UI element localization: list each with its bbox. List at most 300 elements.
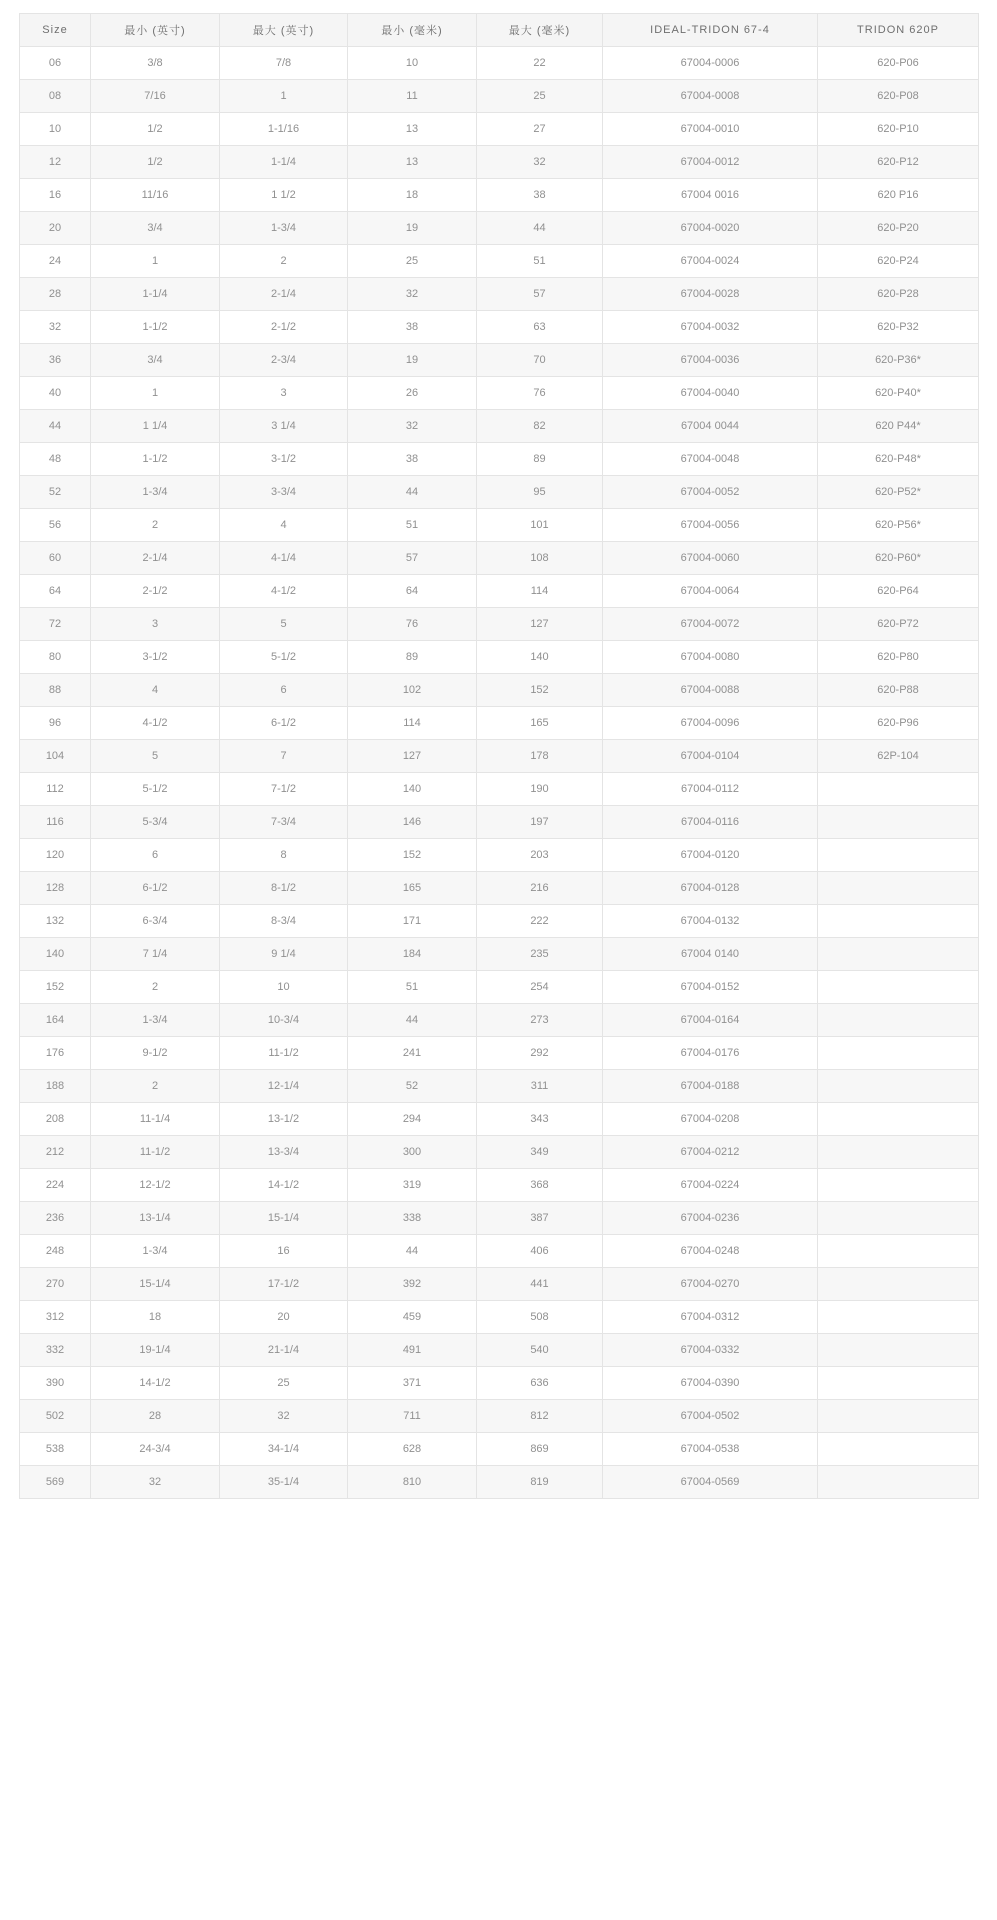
cell-min_mm: 241: [348, 1037, 477, 1070]
cell-min_mm: 38: [348, 311, 477, 344]
cell-tridon: 620-P06: [818, 47, 979, 80]
cell-ideal: 67004-0152: [603, 971, 818, 1004]
table-row-size-80: [20, 641, 979, 674]
table-row-size-502: [20, 1400, 979, 1433]
table-row-size-236: [20, 1202, 979, 1235]
cell-max_in: 6: [220, 674, 348, 707]
cell-tridon: [818, 1169, 979, 1202]
cell-tridon: 620-P56*: [818, 509, 979, 542]
table-row-size-224: [20, 1169, 979, 1202]
cell-ideal: 67004-0060: [603, 542, 818, 575]
cell-size: 06: [20, 47, 91, 80]
table-row-size-28: [20, 278, 979, 311]
cell-max_mm: 197: [477, 806, 603, 839]
cell-max_mm: 165: [477, 707, 603, 740]
table-row-size-48: [20, 443, 979, 476]
cell-min_mm: 76: [348, 608, 477, 641]
cell-ideal: 67004-0088: [603, 674, 818, 707]
column-header-max_in: 最大 (英寸): [220, 14, 348, 47]
cell-tridon: [818, 1301, 979, 1334]
cell-size: 502: [20, 1400, 91, 1433]
cell-tridon: [818, 872, 979, 905]
cell-max_mm: 636: [477, 1367, 603, 1400]
cell-min_in: 3/4: [91, 212, 220, 245]
cell-max_in: 16: [220, 1235, 348, 1268]
cell-max_in: 1-3/4: [220, 212, 348, 245]
cell-tridon: [818, 1433, 979, 1466]
table-row-size-538: [20, 1433, 979, 1466]
cell-max_mm: 82: [477, 410, 603, 443]
cell-ideal: 67004-0052: [603, 476, 818, 509]
cell-max_in: 13-3/4: [220, 1136, 348, 1169]
cell-min_mm: 44: [348, 1235, 477, 1268]
cell-tridon: [818, 1136, 979, 1169]
cell-tridon: 620-P20: [818, 212, 979, 245]
cell-min_mm: 19: [348, 344, 477, 377]
cell-tridon: [818, 1367, 979, 1400]
cell-max_in: 3 1/4: [220, 410, 348, 443]
cell-size: 16: [20, 179, 91, 212]
cell-size: 36: [20, 344, 91, 377]
cell-size: 32: [20, 311, 91, 344]
table-row-size-32: [20, 311, 979, 344]
cell-min_in: 4-1/2: [91, 707, 220, 740]
cell-max_in: 14-1/2: [220, 1169, 348, 1202]
cell-min_mm: 459: [348, 1301, 477, 1334]
column-header-size: Size: [20, 14, 91, 47]
table-row-size-128: [20, 872, 979, 905]
table-row-size-36: [20, 344, 979, 377]
cell-min_in: 2: [91, 1070, 220, 1103]
cell-min_mm: 152: [348, 839, 477, 872]
cell-ideal: 67004 0016: [603, 179, 818, 212]
cell-min_in: 2-1/4: [91, 542, 220, 575]
cell-min_in: 2: [91, 971, 220, 1004]
cell-tridon: 620-P80: [818, 641, 979, 674]
cell-max_mm: 76: [477, 377, 603, 410]
cell-min_mm: 11: [348, 80, 477, 113]
cell-size: 164: [20, 1004, 91, 1037]
cell-max_in: 5-1/2: [220, 641, 348, 674]
cell-tridon: [818, 1235, 979, 1268]
cell-ideal: 67004-0010: [603, 113, 818, 146]
cell-tridon: 620-P72: [818, 608, 979, 641]
cell-min_in: 14-1/2: [91, 1367, 220, 1400]
cell-min_in: 6-3/4: [91, 905, 220, 938]
cell-ideal: 67004-0120: [603, 839, 818, 872]
cell-max_in: 1 1/2: [220, 179, 348, 212]
cell-min_in: 18: [91, 1301, 220, 1334]
cell-min_in: 5-3/4: [91, 806, 220, 839]
cell-max_in: 4-1/2: [220, 575, 348, 608]
cell-max_mm: 38: [477, 179, 603, 212]
cell-max_mm: 27: [477, 113, 603, 146]
cell-size: 96: [20, 707, 91, 740]
table-row-size-40: [20, 377, 979, 410]
cell-ideal: 67004-0164: [603, 1004, 818, 1037]
table-header: [20, 14, 979, 47]
cell-min_mm: 52: [348, 1070, 477, 1103]
table-row-size-140: [20, 938, 979, 971]
cell-max_in: 20: [220, 1301, 348, 1334]
cell-max_mm: 235: [477, 938, 603, 971]
cell-max_mm: 140: [477, 641, 603, 674]
cell-min_mm: 13: [348, 113, 477, 146]
cell-max_mm: 869: [477, 1433, 603, 1466]
cell-max_in: 34-1/4: [220, 1433, 348, 1466]
cell-ideal: 67004-0132: [603, 905, 818, 938]
cell-min_mm: 146: [348, 806, 477, 839]
cell-min_mm: 26: [348, 377, 477, 410]
cell-min_mm: 44: [348, 1004, 477, 1037]
cell-min_in: 3: [91, 608, 220, 641]
cell-ideal: 67004-0390: [603, 1367, 818, 1400]
cell-ideal: 67004-0048: [603, 443, 818, 476]
cell-ideal: 67004-0024: [603, 245, 818, 278]
cell-min_mm: 38: [348, 443, 477, 476]
cell-size: 132: [20, 905, 91, 938]
table-row-size-44: [20, 410, 979, 443]
cell-size: 64: [20, 575, 91, 608]
cell-size: 270: [20, 1268, 91, 1301]
cell-size: 569: [20, 1466, 91, 1499]
cell-ideal: 67004-0096: [603, 707, 818, 740]
cell-size: 212: [20, 1136, 91, 1169]
cell-tridon: 620-P64: [818, 575, 979, 608]
cell-max_mm: 311: [477, 1070, 603, 1103]
cell-ideal: 67004-0236: [603, 1202, 818, 1235]
cell-min_mm: 114: [348, 707, 477, 740]
cell-tridon: [818, 938, 979, 971]
cell-tridon: 620-P36*: [818, 344, 979, 377]
cell-ideal: 67004-0064: [603, 575, 818, 608]
cell-size: 128: [20, 872, 91, 905]
cell-tridon: [818, 1004, 979, 1037]
cell-min_in: 1: [91, 245, 220, 278]
cell-max_mm: 22: [477, 47, 603, 80]
cell-max_in: 32: [220, 1400, 348, 1433]
cell-min_mm: 13: [348, 146, 477, 179]
table-row-size-96: [20, 707, 979, 740]
cell-max_mm: 819: [477, 1466, 603, 1499]
table-row-size-188: [20, 1070, 979, 1103]
cell-max_mm: 178: [477, 740, 603, 773]
cell-max_mm: 349: [477, 1136, 603, 1169]
cell-ideal: 67004-0176: [603, 1037, 818, 1070]
cell-max_mm: 89: [477, 443, 603, 476]
column-header-ideal: IDEAL-TRIDON 67-4: [603, 14, 818, 47]
table-row-size-332: [20, 1334, 979, 1367]
cell-min_in: 5-1/2: [91, 773, 220, 806]
cell-min_in: 6: [91, 839, 220, 872]
cell-min_mm: 102: [348, 674, 477, 707]
cell-size: 120: [20, 839, 91, 872]
cell-max_mm: 812: [477, 1400, 603, 1433]
cell-max_in: 8-1/2: [220, 872, 348, 905]
cell-max_in: 2-1/2: [220, 311, 348, 344]
cell-ideal: 67004-0116: [603, 806, 818, 839]
cell-size: 176: [20, 1037, 91, 1070]
cell-size: 312: [20, 1301, 91, 1334]
cell-max_mm: 406: [477, 1235, 603, 1268]
cell-min_in: 1 1/4: [91, 410, 220, 443]
cell-min_in: 2-1/2: [91, 575, 220, 608]
cell-max_in: 10-3/4: [220, 1004, 348, 1037]
cell-min_in: 1-1/4: [91, 278, 220, 311]
clamp-size-spec-table: [19, 13, 979, 1499]
cell-min_mm: 810: [348, 1466, 477, 1499]
cell-size: 390: [20, 1367, 91, 1400]
table-row-size-132: [20, 905, 979, 938]
cell-max_mm: 368: [477, 1169, 603, 1202]
cell-ideal: 67004-0312: [603, 1301, 818, 1334]
cell-min_mm: 57: [348, 542, 477, 575]
cell-min_mm: 19: [348, 212, 477, 245]
cell-ideal: 67004-0569: [603, 1466, 818, 1499]
cell-ideal: 67004-0188: [603, 1070, 818, 1103]
cell-max_in: 4: [220, 509, 348, 542]
cell-tridon: [818, 971, 979, 1004]
cell-min_in: 1-3/4: [91, 1235, 220, 1268]
cell-tridon: [818, 1202, 979, 1235]
size-chart-table-wrap: [19, 13, 979, 1499]
cell-min_in: 1-1/2: [91, 311, 220, 344]
cell-max_mm: 70: [477, 344, 603, 377]
cell-min_in: 3/8: [91, 47, 220, 80]
cell-min_mm: 51: [348, 971, 477, 1004]
cell-size: 116: [20, 806, 91, 839]
cell-ideal: 67004-0072: [603, 608, 818, 641]
cell-size: 44: [20, 410, 91, 443]
cell-max_mm: 44: [477, 212, 603, 245]
cell-ideal: 67004-0056: [603, 509, 818, 542]
cell-min_mm: 18: [348, 179, 477, 212]
cell-tridon: [818, 1466, 979, 1499]
cell-min_mm: 44: [348, 476, 477, 509]
cell-size: 28: [20, 278, 91, 311]
cell-ideal: 67004-0248: [603, 1235, 818, 1268]
cell-min_in: 15-1/4: [91, 1268, 220, 1301]
cell-tridon: [818, 806, 979, 839]
cell-max_in: 6-1/2: [220, 707, 348, 740]
table-row-size-212: [20, 1136, 979, 1169]
cell-max_mm: 203: [477, 839, 603, 872]
cell-max_mm: 508: [477, 1301, 603, 1334]
cell-max_mm: 25: [477, 80, 603, 113]
cell-min_mm: 294: [348, 1103, 477, 1136]
cell-min_in: 1-3/4: [91, 1004, 220, 1037]
cell-max_mm: 95: [477, 476, 603, 509]
cell-min_in: 3-1/2: [91, 641, 220, 674]
cell-size: 40: [20, 377, 91, 410]
cell-tridon: 620 P44*: [818, 410, 979, 443]
table-row-size-208: [20, 1103, 979, 1136]
cell-min_mm: 25: [348, 245, 477, 278]
cell-tridon: 620-P60*: [818, 542, 979, 575]
cell-max_mm: 101: [477, 509, 603, 542]
cell-max_in: 11-1/2: [220, 1037, 348, 1070]
column-header-tridon: TRIDON 620P: [818, 14, 979, 47]
cell-max_mm: 540: [477, 1334, 603, 1367]
column-header-min_in: 最小 (英寸): [91, 14, 220, 47]
cell-ideal: 67004-0040: [603, 377, 818, 410]
cell-tridon: [818, 1400, 979, 1433]
cell-tridon: 620-P48*: [818, 443, 979, 476]
cell-tridon: 620-P28: [818, 278, 979, 311]
cell-tridon: 620-P88: [818, 674, 979, 707]
cell-ideal: 67004-0502: [603, 1400, 818, 1433]
cell-size: 248: [20, 1235, 91, 1268]
table-row-size-06: [20, 47, 979, 80]
cell-max_in: 3: [220, 377, 348, 410]
cell-min_mm: 51: [348, 509, 477, 542]
cell-ideal: 67004-0332: [603, 1334, 818, 1367]
cell-min_mm: 64: [348, 575, 477, 608]
cell-min_in: 1-1/2: [91, 443, 220, 476]
cell-tridon: [818, 1334, 979, 1367]
cell-ideal: 67004-0104: [603, 740, 818, 773]
cell-max_in: 2-3/4: [220, 344, 348, 377]
cell-min_mm: 184: [348, 938, 477, 971]
cell-max_in: 1-1/4: [220, 146, 348, 179]
cell-min_in: 28: [91, 1400, 220, 1433]
cell-ideal: 67004-0008: [603, 80, 818, 113]
cell-ideal: 67004-0128: [603, 872, 818, 905]
table-body: [20, 47, 979, 1499]
cell-size: 332: [20, 1334, 91, 1367]
cell-max_mm: 114: [477, 575, 603, 608]
cell-size: 56: [20, 509, 91, 542]
cell-min_mm: 32: [348, 410, 477, 443]
cell-max_in: 3-3/4: [220, 476, 348, 509]
cell-min_in: 5: [91, 740, 220, 773]
cell-min_in: 11-1/4: [91, 1103, 220, 1136]
cell-size: 12: [20, 146, 91, 179]
cell-min_mm: 491: [348, 1334, 477, 1367]
cell-max_in: 3-1/2: [220, 443, 348, 476]
table-row-size-112: [20, 773, 979, 806]
cell-min_mm: 127: [348, 740, 477, 773]
cell-min_mm: 711: [348, 1400, 477, 1433]
cell-tridon: 620-P96: [818, 707, 979, 740]
cell-min_mm: 628: [348, 1433, 477, 1466]
cell-max_in: 5: [220, 608, 348, 641]
cell-tridon: 620-P10: [818, 113, 979, 146]
cell-min_in: 32: [91, 1466, 220, 1499]
cell-tridon: 62P-104: [818, 740, 979, 773]
cell-tridon: 620-P32: [818, 311, 979, 344]
cell-tridon: 620-P12: [818, 146, 979, 179]
table-row-size-312: [20, 1301, 979, 1334]
cell-ideal: 67004-0032: [603, 311, 818, 344]
cell-max_mm: 108: [477, 542, 603, 575]
cell-tridon: [818, 1037, 979, 1070]
cell-tridon: [818, 1268, 979, 1301]
cell-max_in: 9 1/4: [220, 938, 348, 971]
cell-min_mm: 371: [348, 1367, 477, 1400]
header-row: [20, 14, 979, 47]
cell-max_mm: 441: [477, 1268, 603, 1301]
table-row-size-569: [20, 1466, 979, 1499]
cell-ideal: 67004-0112: [603, 773, 818, 806]
table-row-size-88: [20, 674, 979, 707]
cell-ideal: 67004-0012: [603, 146, 818, 179]
cell-min_in: 1/2: [91, 113, 220, 146]
cell-min_in: 1/2: [91, 146, 220, 179]
cell-min_in: 7/16: [91, 80, 220, 113]
cell-min_mm: 32: [348, 278, 477, 311]
cell-size: 104: [20, 740, 91, 773]
cell-max_mm: 343: [477, 1103, 603, 1136]
cell-ideal: 67004-0036: [603, 344, 818, 377]
table-row-size-08: [20, 80, 979, 113]
table-row-size-64: [20, 575, 979, 608]
cell-max_in: 21-1/4: [220, 1334, 348, 1367]
table-row-size-116: [20, 806, 979, 839]
cell-min_mm: 165: [348, 872, 477, 905]
cell-min_in: 7 1/4: [91, 938, 220, 971]
cell-ideal: 67004 0140: [603, 938, 818, 971]
table-row-size-104: [20, 740, 979, 773]
table-row-size-390: [20, 1367, 979, 1400]
cell-min_mm: 338: [348, 1202, 477, 1235]
cell-max_in: 15-1/4: [220, 1202, 348, 1235]
table-row-size-24: [20, 245, 979, 278]
cell-max_in: 35-1/4: [220, 1466, 348, 1499]
cell-max_in: 10: [220, 971, 348, 1004]
cell-min_in: 4: [91, 674, 220, 707]
column-header-max_mm: 最大 (毫米): [477, 14, 603, 47]
cell-max_in: 8: [220, 839, 348, 872]
cell-max_in: 7: [220, 740, 348, 773]
cell-ideal: 67004-0212: [603, 1136, 818, 1169]
cell-size: 112: [20, 773, 91, 806]
cell-tridon: [818, 773, 979, 806]
cell-size: 152: [20, 971, 91, 1004]
cell-max_in: 13-1/2: [220, 1103, 348, 1136]
cell-tridon: [818, 1103, 979, 1136]
cell-min_in: 3/4: [91, 344, 220, 377]
cell-max_mm: 222: [477, 905, 603, 938]
table-row-size-270: [20, 1268, 979, 1301]
cell-max_in: 7-1/2: [220, 773, 348, 806]
table-row-size-248: [20, 1235, 979, 1268]
cell-ideal: 67004-0538: [603, 1433, 818, 1466]
cell-min_mm: 319: [348, 1169, 477, 1202]
table-row-size-152: [20, 971, 979, 1004]
cell-min_mm: 10: [348, 47, 477, 80]
cell-size: 208: [20, 1103, 91, 1136]
cell-max_in: 12-1/4: [220, 1070, 348, 1103]
cell-tridon: [818, 839, 979, 872]
cell-max_mm: 190: [477, 773, 603, 806]
cell-ideal: 67004 0044: [603, 410, 818, 443]
cell-tridon: 620-P24: [818, 245, 979, 278]
cell-min_in: 9-1/2: [91, 1037, 220, 1070]
cell-ideal: 67004-0224: [603, 1169, 818, 1202]
cell-size: 538: [20, 1433, 91, 1466]
cell-size: 10: [20, 113, 91, 146]
table-row-size-120: [20, 839, 979, 872]
cell-tridon: 620 P16: [818, 179, 979, 212]
cell-min_in: 13-1/4: [91, 1202, 220, 1235]
cell-max_in: 7/8: [220, 47, 348, 80]
cell-size: 08: [20, 80, 91, 113]
cell-max_in: 4-1/4: [220, 542, 348, 575]
cell-max_in: 8-3/4: [220, 905, 348, 938]
cell-max_in: 1: [220, 80, 348, 113]
cell-tridon: [818, 1070, 979, 1103]
